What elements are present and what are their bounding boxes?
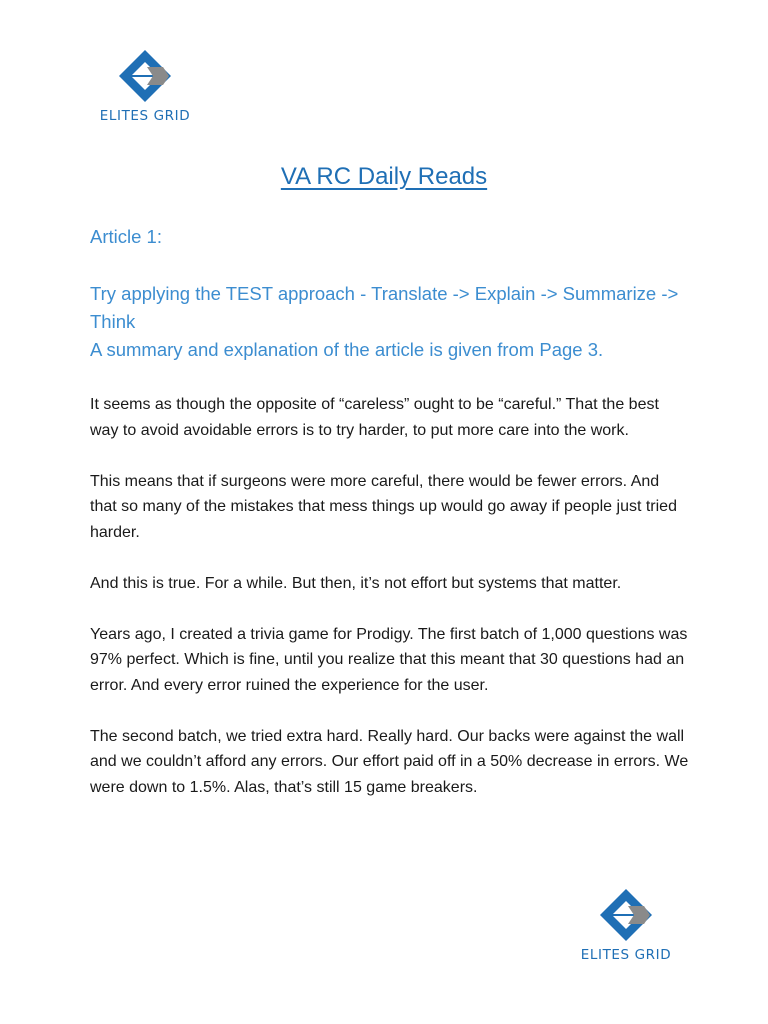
brand-name: ELITES GRID xyxy=(99,108,191,124)
paragraph: And this is true. For a while. But then, it’s not effort but systems that matter. xyxy=(90,574,622,592)
instructions xyxy=(90,280,690,364)
elites-grid-logo-icon xyxy=(117,48,173,104)
instruction-line: A summary and explanation of the article is given from Page 3. xyxy=(90,339,604,360)
page-title: VA RC Daily Reads xyxy=(280,163,488,190)
paragraph: The second batch, we tried extra hard. Really hard. Our backs were against the wall and we couldn’t afford any errors. Our effort paid off in a 50% decrease in errors. We were down to 1.5%. Alas, that’s still 15 game breakers. xyxy=(90,727,689,796)
brand-logo-top xyxy=(95,48,195,124)
brand-name: ELITES GRID xyxy=(580,947,672,963)
paragraph: This means that if surgeons were more careful, there would be fewer errors. And that so many of the mistakes that mess things up would go away if people just tried harder. xyxy=(90,472,677,541)
article-heading: Article 1: xyxy=(90,226,162,247)
instruction-line: Try applying the TEST approach - Translate -> Explain -> Summarize -> Think xyxy=(90,283,679,332)
brand-logo-bottom xyxy=(576,887,676,963)
article-body xyxy=(90,392,690,826)
paragraph: Years ago, I created a trivia game for Prodigy. The first batch of 1,000 questions was 97% perfect. Which is fine, until you realize that this meant that 30 questions had an error. And every error ruined the experience for the user. xyxy=(90,625,688,694)
elites-grid-logo-icon xyxy=(598,887,654,943)
paragraph: It seems as though the opposite of “careless” ought to be “careful.” That the best way to avoid avoidable errors is to try harder, to put more care into the work. xyxy=(90,396,659,439)
